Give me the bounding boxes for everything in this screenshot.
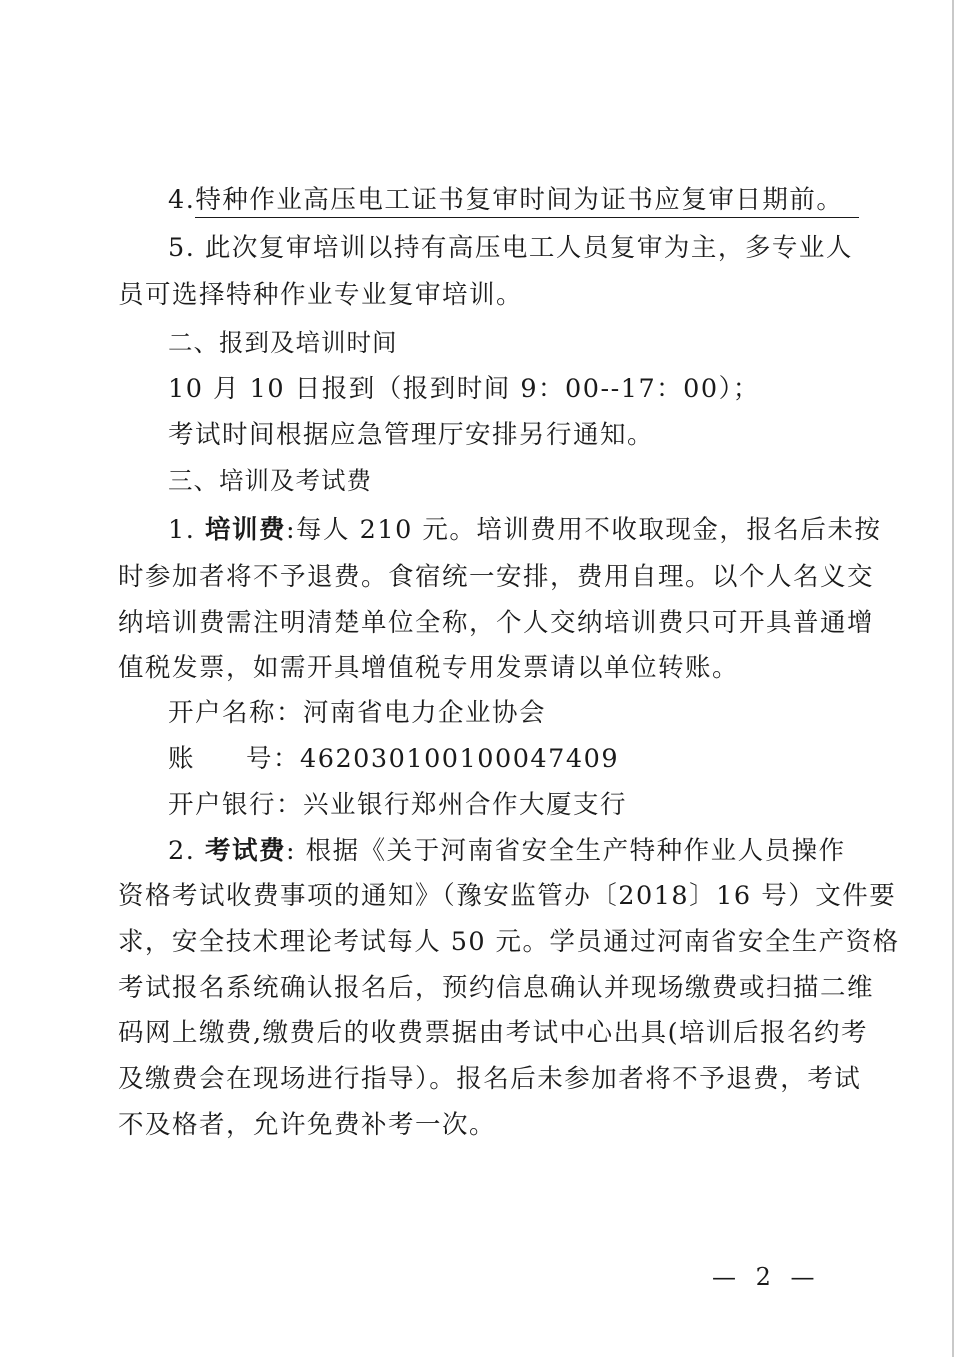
training-fee-label: 培训费 <box>204 515 286 545</box>
exam-fee-line1 <box>168 831 846 871</box>
training-fee-text: :每人 210 元。培训费用不收取现金，报名后未按 <box>285 515 882 545</box>
item-5-line2: 员可选择特种作业专业复审培训。 <box>118 280 524 310</box>
training-fee-line3: 纳培训费需注明清楚单位全称，个人交纳培训费只可开具普通增 <box>118 608 875 638</box>
exam-fee-line5: 码网上缴费,缴费后的收费票据由考试中心出具(培训后报名约考 <box>118 1018 869 1048</box>
exam-fee-line6: 及缴费会在现场进行指导）。报名后未参加者将不予退费，考试 <box>118 1064 862 1094</box>
page-number: — 2 — <box>712 1263 821 1291</box>
item-4-text: 特种作业高压电工证书复审时间为证书应复审日期前。 <box>195 185 859 218</box>
account-number-label-suffix: 号： <box>246 744 301 774</box>
exam-time-note: 考试时间根据应急管理厅安排另行通知。 <box>168 420 655 450</box>
checkin-time: 10 月 10 日报到（报到时间 9：00--17：00）； <box>168 374 760 404</box>
account-name-row <box>168 693 546 733</box>
account-name-label: 开户名称： <box>168 698 304 728</box>
bank-row <box>168 785 627 825</box>
exam-fee-number: 2. <box>168 836 205 866</box>
section-2-heading: 二、报到及培训时间 <box>168 328 398 357</box>
page-edge-shadow <box>952 0 954 1357</box>
exam-fee-text: : 根据《关于河南省安全生产特种作业人员操作 <box>285 836 846 866</box>
item-5-line1: 5. 此次复审培训以持有高压电工人员复审为主，多专业人 <box>168 233 853 263</box>
bank-label: 开户银行： <box>168 790 304 820</box>
training-fee-line4: 值税发票，如需开具增值税专用发票请以单位转账。 <box>118 653 740 683</box>
item-4 <box>168 180 859 220</box>
exam-fee-label: 考试费 <box>204 836 286 866</box>
account-number-row <box>168 739 619 779</box>
exam-fee-line7: 不及格者，允许免费补考一次。 <box>118 1110 497 1140</box>
training-fee-line1 <box>168 510 881 550</box>
exam-fee-line3: 求，安全技术理论考试每人 50 元。学员通过河南省安全生产资格 <box>118 927 900 957</box>
section-3-heading: 三、培训及考试费 <box>168 466 372 495</box>
exam-fee-line4: 考试报名系统确认报名后，预约信息确认并现场缴费或扫描二维 <box>118 973 875 1003</box>
account-number-value: 462030100100047409 <box>300 744 620 774</box>
account-number-label: 账 <box>168 744 196 774</box>
bank-value: 兴业银行郑州合作大厦支行 <box>303 790 628 820</box>
item-4-number: 4. <box>168 185 196 215</box>
exam-fee-line2: 资格考试收费事项的通知》（豫安监管办〔2018〕16 号）文件要 <box>118 881 897 911</box>
training-fee-line2: 时参加者将不予退费。食宿统一安排，费用自理。以个人名义交 <box>118 562 875 592</box>
account-name-value: 河南省电力企业协会 <box>303 698 547 728</box>
training-fee-number: 1. <box>168 515 205 545</box>
